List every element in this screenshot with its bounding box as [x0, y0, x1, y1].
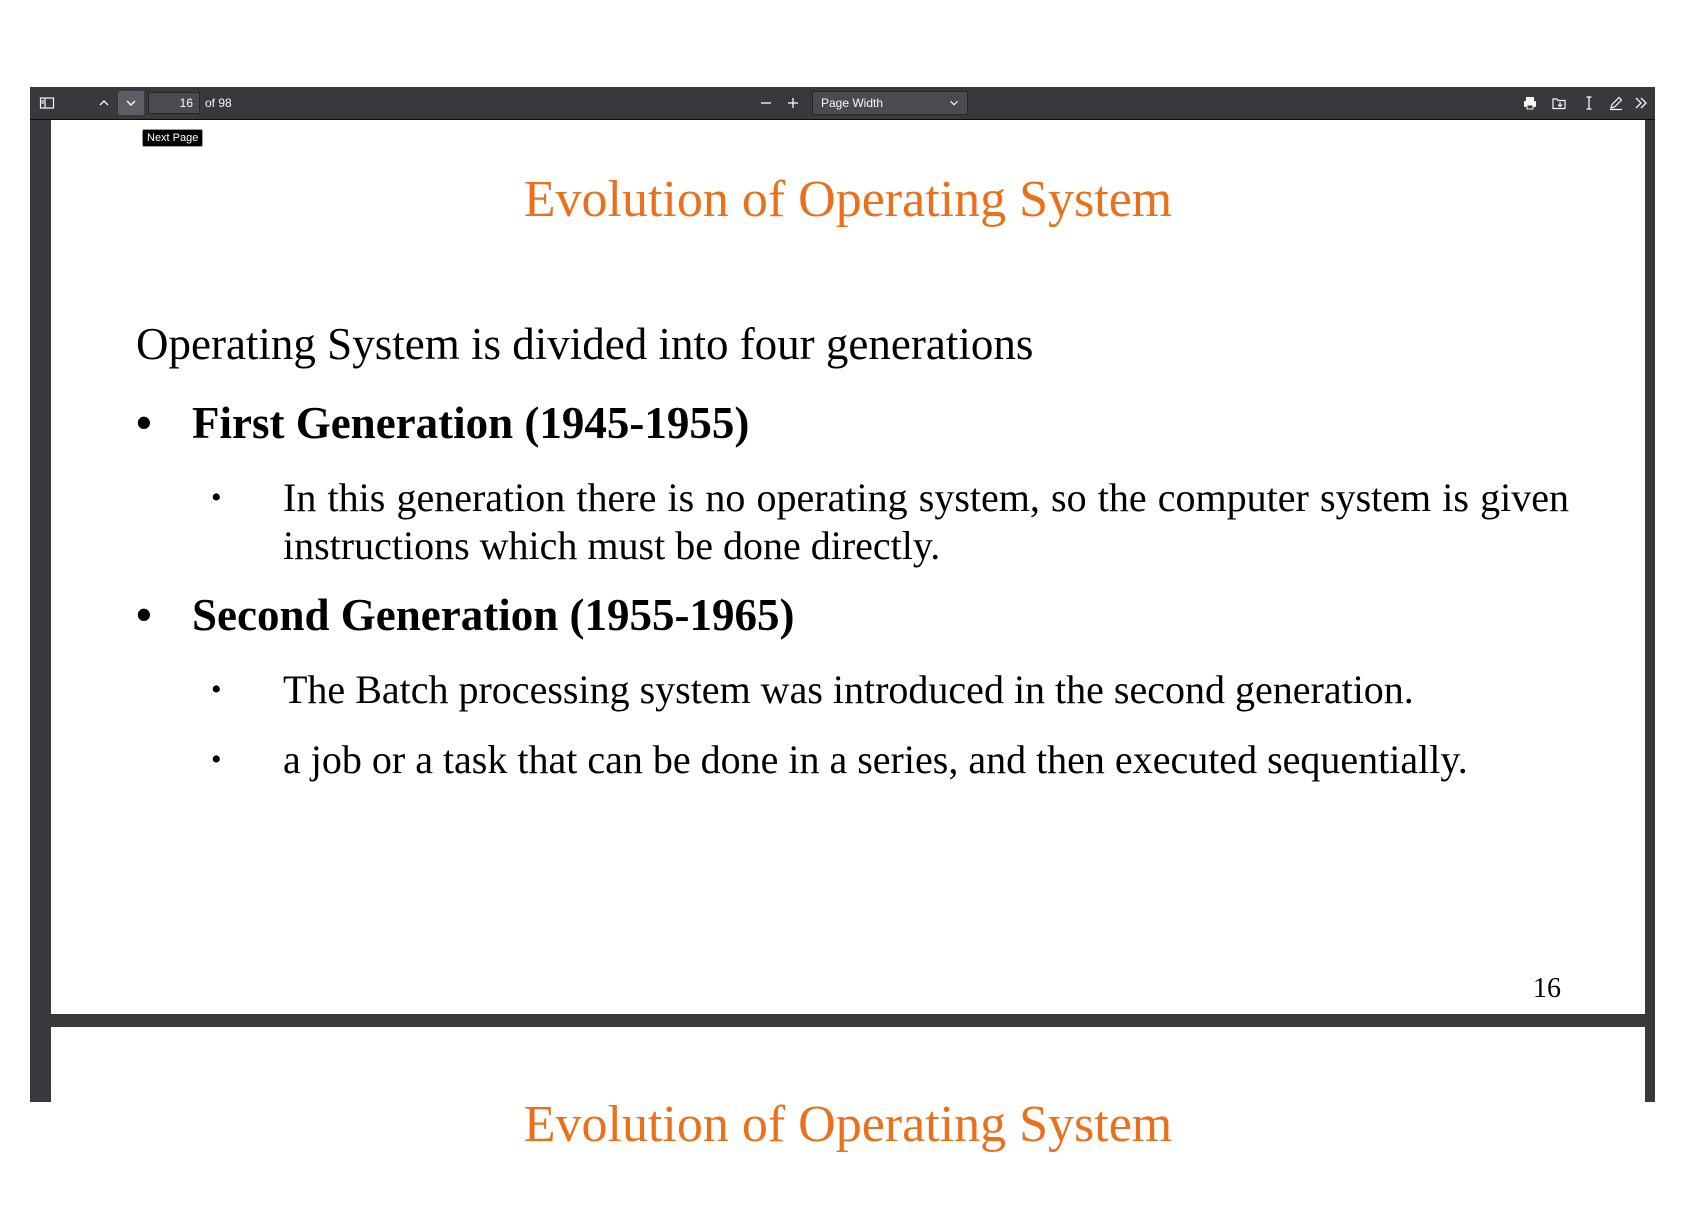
sidebar-toggle-button[interactable]	[34, 91, 60, 115]
more-tools-button[interactable]	[1628, 91, 1654, 115]
bullet-dot: •	[211, 673, 222, 706]
slide-title: Evolution of Operating System	[523, 1096, 1173, 1153]
sub-bullet-text: The Batch processing system was introduced in the second generation.	[283, 667, 1414, 712]
more-tools-icon	[1633, 95, 1649, 111]
next-page-icon	[123, 95, 139, 111]
draw-button[interactable]	[1603, 91, 1629, 115]
next-page-tooltip: Next Page	[142, 129, 203, 147]
print-button[interactable]	[1517, 91, 1543, 115]
previous-page-icon	[96, 95, 112, 111]
print-icon	[1522, 95, 1538, 111]
save-button[interactable]	[1546, 91, 1572, 115]
chevron-down-icon	[947, 96, 961, 110]
next-page-button[interactable]	[118, 91, 144, 115]
slide-intro-text: Operating System is divided into four generations	[136, 319, 1034, 369]
text-tool-button[interactable]	[1576, 91, 1602, 115]
zoom-out-icon	[758, 95, 774, 111]
zoom-select[interactable]	[812, 91, 968, 115]
bullet-dot: •	[136, 590, 152, 640]
bullet-heading-text: Second Generation (1955-1965)	[192, 590, 795, 640]
bullet-heading-text: First Generation (1945-1955)	[192, 398, 750, 448]
bullet-dot: •	[136, 398, 152, 448]
pdf-viewer	[30, 87, 1655, 1153]
zoom-out-button[interactable]	[753, 91, 779, 115]
toolbar	[30, 87, 1655, 120]
draw-icon	[1608, 95, 1624, 111]
text-tool-icon	[1581, 95, 1597, 111]
pdf-page	[51, 1027, 1645, 1227]
zoom-in-button[interactable]	[780, 91, 806, 115]
slide-title: Evolution of Operating System	[523, 171, 1173, 228]
page-number-input[interactable]: 16	[148, 92, 200, 114]
zoom-select-value: Page Width	[821, 96, 884, 110]
bullet-dot: •	[211, 481, 222, 514]
slide-page-number: 16	[1533, 973, 1561, 1004]
sub-bullet-text: a job or a task that can be done in a series, and then executed sequentially.	[283, 737, 1468, 782]
page-count-label: of 98	[205, 96, 232, 110]
pdf-page	[51, 120, 1645, 1014]
previous-page-button[interactable]	[91, 91, 117, 115]
sidebar-toggle-icon	[39, 95, 55, 111]
zoom-in-icon	[785, 95, 801, 111]
save-icon	[1551, 95, 1567, 111]
bullet-dot: •	[211, 743, 222, 776]
sub-bullet-text: In this generation there is no operating system, so the computer system is given instructions which must be done directly.	[283, 475, 1569, 568]
